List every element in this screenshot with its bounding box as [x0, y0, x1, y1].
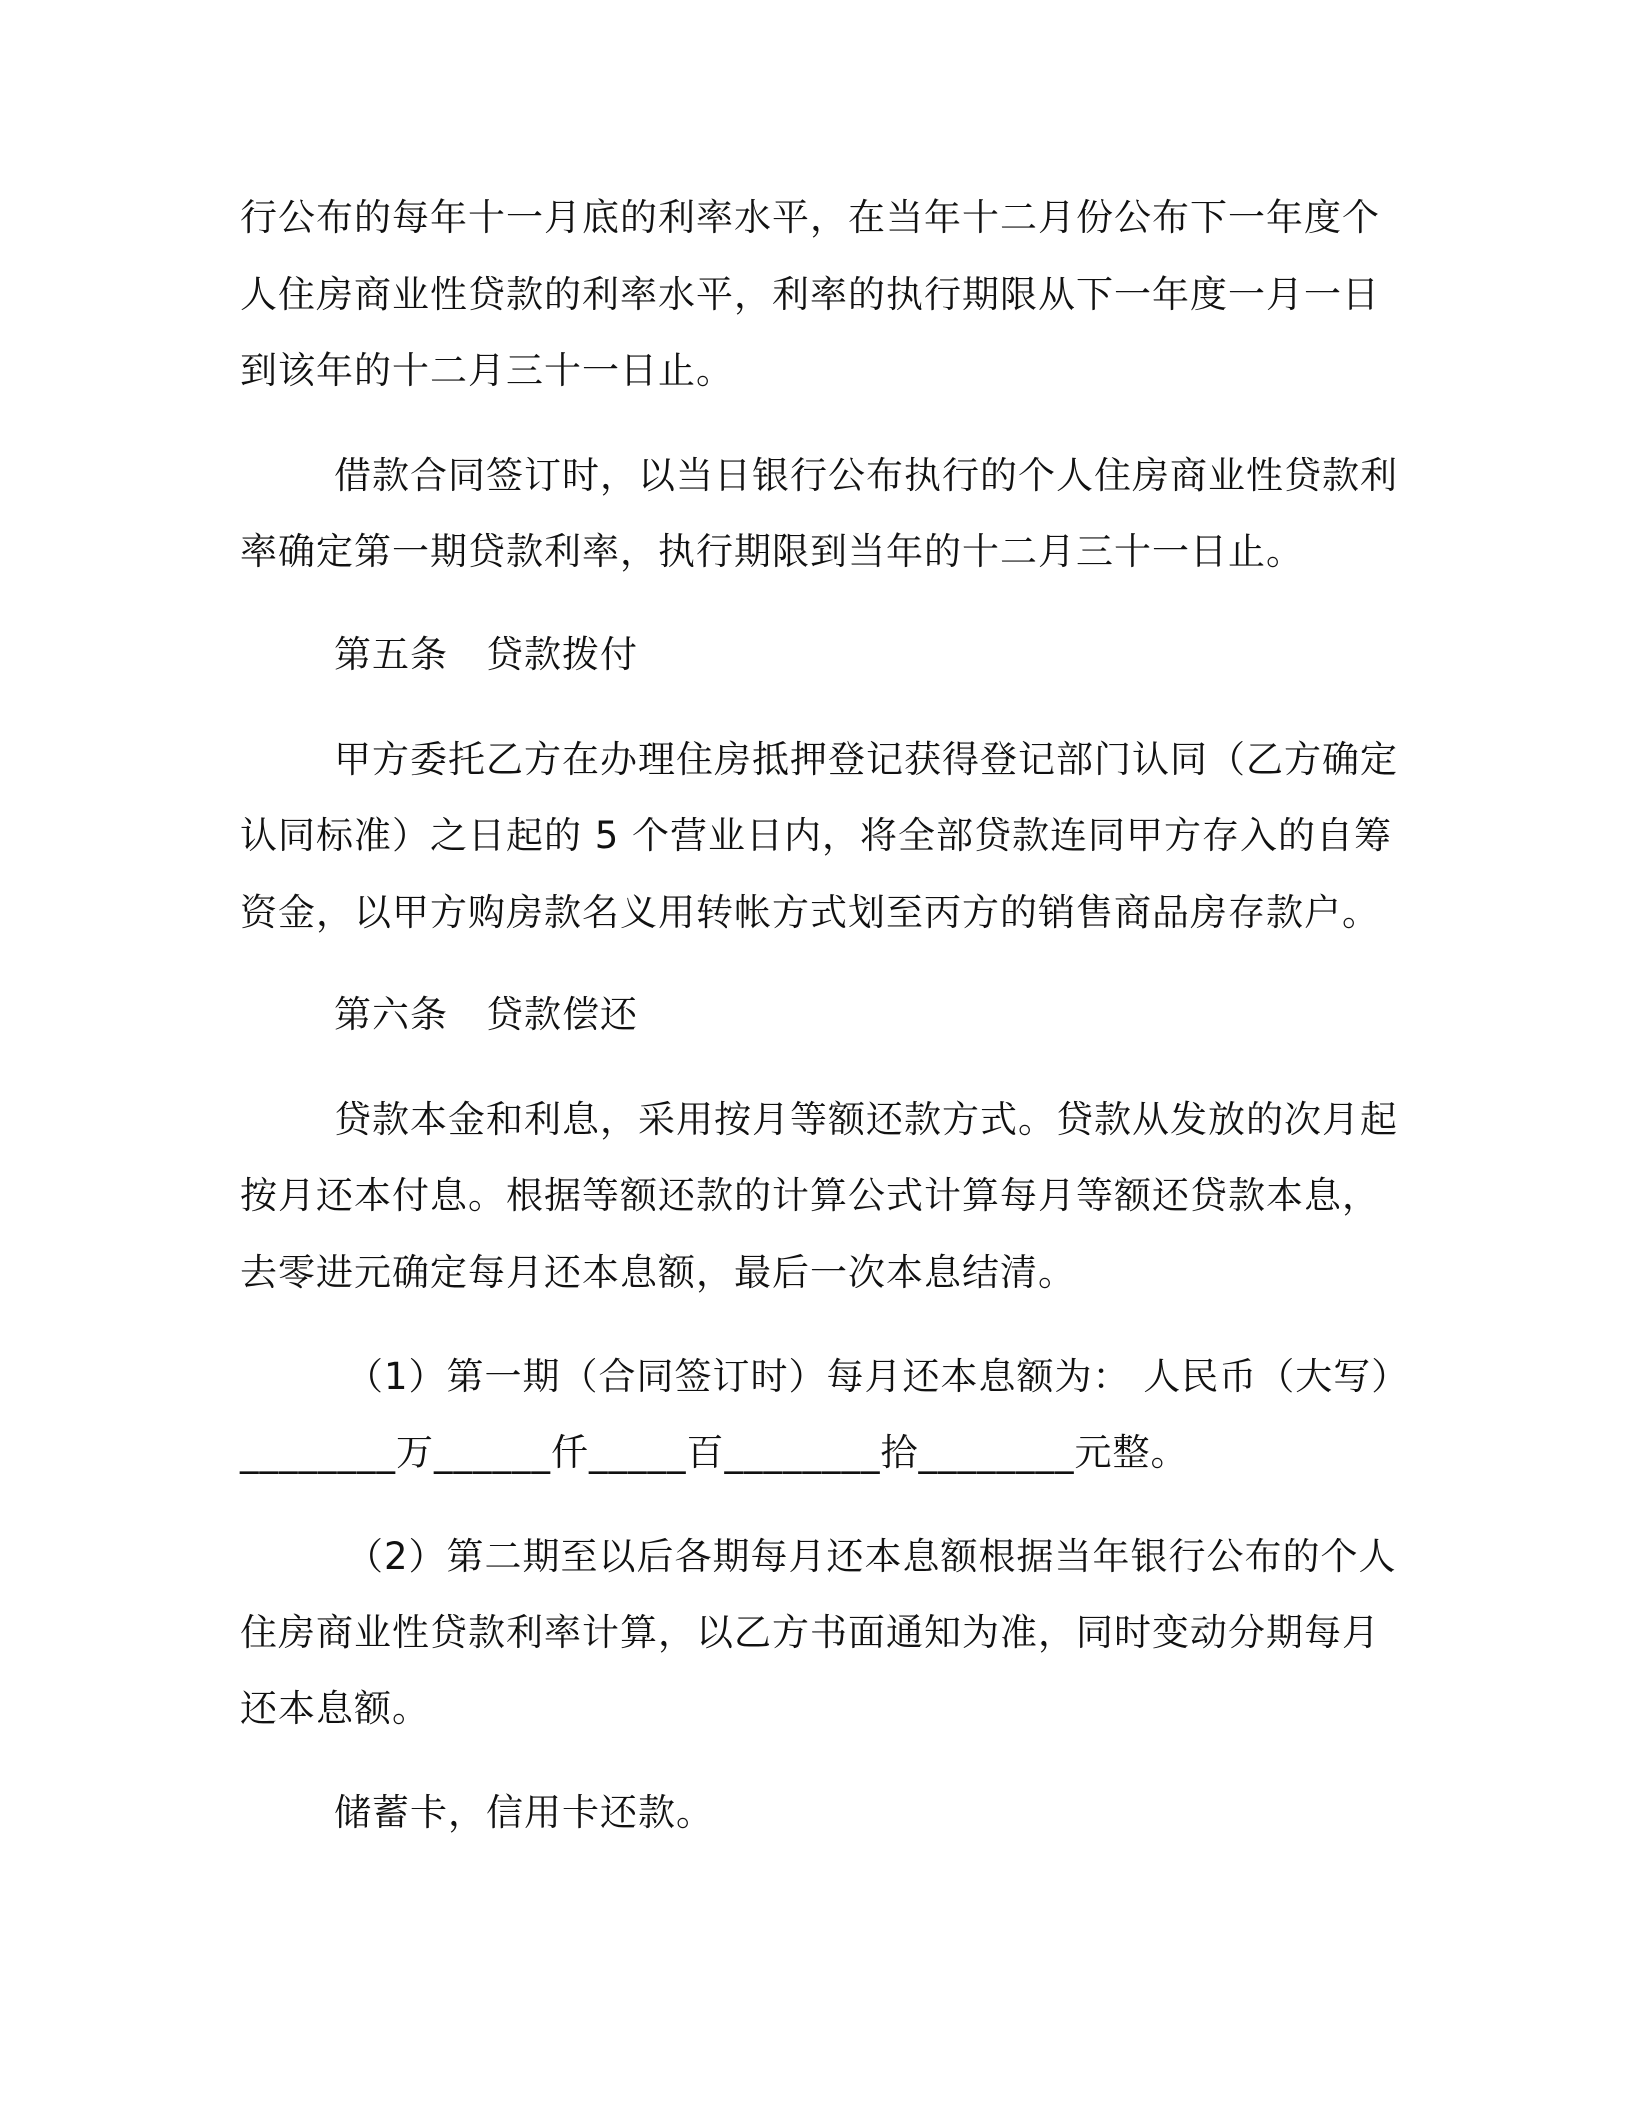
section-heading: 第五条 贷款拨付	[334, 633, 638, 676]
paragraph-line: 还本息额。	[240, 1687, 430, 1730]
paragraph-line: 贷款本金和利息，采用按月等额还款方式。贷款从发放的次月起	[334, 1098, 1398, 1141]
amount-blanks-line: ________万______仟_____百________拾________元整。	[240, 1431, 1189, 1474]
paragraph-line: 借款合同签订时，以当日银行公布执行的个人住房商业性贷款利	[334, 454, 1398, 497]
paragraph-line: （2）第二期至以后各期每月还本息额根据当年银行公布的个人	[346, 1535, 1397, 1578]
paragraph-line: 人住房商业性贷款的利率水平，利率的执行期限从下一年度一月一日	[240, 273, 1380, 316]
paragraph-line: 住房商业性贷款利率计算，以乙方书面通知为准，同时变动分期每月	[240, 1611, 1380, 1654]
paragraph-line: 去零进元确定每月还本息额，最后一次本息结清。	[240, 1251, 1076, 1294]
paragraph-line: 甲方委托乙方在办理住房抵押登记获得登记部门认同（乙方确定	[334, 738, 1398, 781]
section-heading: 第六条 贷款偿还	[334, 993, 638, 1036]
paragraph-line: 资金，以甲方购房款名义用转帐方式划至丙方的销售商品房存款户。	[240, 891, 1380, 934]
paragraph-line: 储蓄卡，信用卡还款。	[334, 1791, 714, 1834]
paragraph-line: 行公布的每年十一月底的利率水平，在当年十二月份公布下一年度个	[240, 196, 1380, 239]
paragraph-line: 按月还本付息。根据等额还款的计算公式计算每月等额还贷款本息，	[240, 1174, 1380, 1217]
paragraph-line: （1）第一期（合同签订时）每月还本息额为： 人民币（大写）	[346, 1355, 1410, 1398]
paragraph-line: 认同标准）之日起的 5 个营业日内，将全部贷款连同甲方存入的自筹	[240, 814, 1393, 857]
paragraph-line: 到该年的十二月三十一日止。	[240, 349, 734, 392]
paragraph-line: 率确定第一期贷款利率，执行期限到当年的十二月三十一日止。	[240, 530, 1304, 573]
